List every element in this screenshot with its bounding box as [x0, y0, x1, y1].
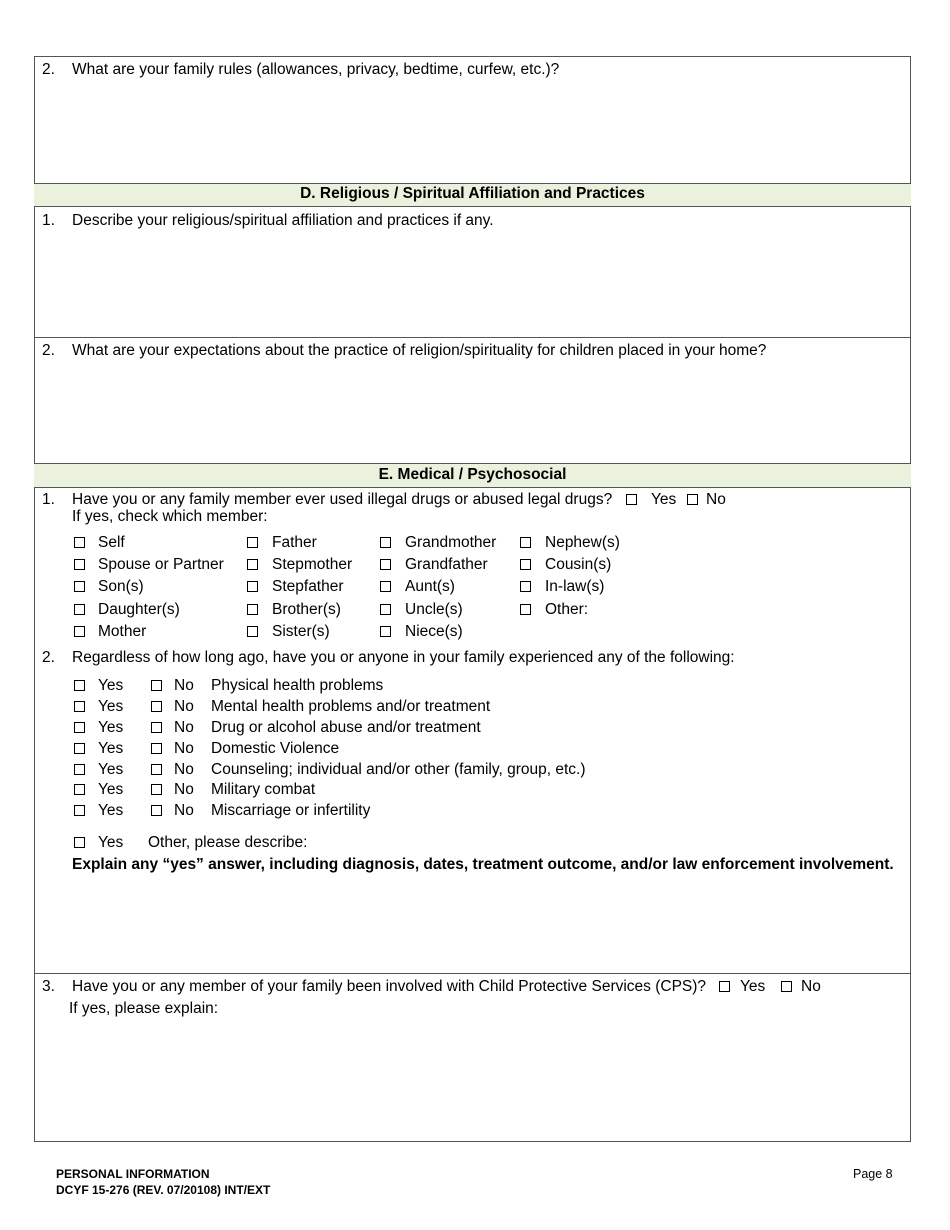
q2-no-label: No	[174, 677, 194, 694]
member-label: Uncle(s)	[405, 601, 463, 618]
e-q3-no-label: No	[801, 978, 821, 995]
member-label: Brother(s)	[272, 601, 341, 618]
table-bottom-border	[34, 1141, 911, 1142]
q2-item-label: Domestic Violence	[211, 740, 340, 757]
member-other-checkbox[interactable]	[520, 604, 531, 615]
member-label: Nephew(s)	[545, 534, 620, 551]
member-aunts-checkbox[interactable]	[380, 581, 391, 592]
member-sons-checkbox[interactable]	[74, 581, 85, 592]
member-label: Other:	[545, 601, 589, 618]
member-label: Grandmother	[405, 534, 497, 551]
q2-no-checkbox[interactable]	[151, 764, 162, 775]
member-inlaws-checkbox[interactable]	[520, 581, 531, 592]
q2-yes-checkbox[interactable]	[74, 701, 85, 712]
q2-no-checkbox[interactable]	[151, 680, 162, 691]
q2-yes-checkbox[interactable]	[74, 805, 85, 816]
q2-yes-checkbox[interactable]	[74, 722, 85, 733]
q2-no-checkbox[interactable]	[151, 743, 162, 754]
e-q3-yes-checkbox[interactable]	[719, 981, 730, 992]
table-left-border	[34, 56, 35, 1142]
q2-yes-checkbox[interactable]	[74, 743, 85, 754]
e-q3-text: Have you or any member of your family been involved with Child Protective Services (CPS)?	[72, 978, 707, 995]
member-label: Cousin(s)	[545, 556, 612, 573]
q2-item-label: Drug or alcohol abuse and/or treatment	[211, 719, 481, 736]
d-q1-number: 1.	[42, 212, 55, 229]
e-q1-no-checkbox[interactable]	[687, 494, 698, 505]
member-daughters-checkbox[interactable]	[74, 604, 85, 615]
q2-no-label: No	[174, 781, 194, 798]
member-label: Father	[272, 534, 317, 551]
q2-yes-label: Yes	[98, 740, 124, 757]
member-father-checkbox[interactable]	[247, 537, 258, 548]
table-top-border	[34, 56, 911, 57]
q2-yes-checkbox[interactable]	[74, 680, 85, 691]
q2-no-label: No	[174, 698, 194, 715]
member-label: Self	[98, 534, 125, 551]
member-brothers-checkbox[interactable]	[247, 604, 258, 615]
e-q2-text: Regardless of how long ago, have you or anyone in your family experienced any of the following:	[72, 649, 735, 666]
q2-other-yes-checkbox[interactable]	[74, 837, 85, 848]
q2-no-label: No	[174, 719, 194, 736]
q2-yes-label: Yes	[98, 761, 124, 778]
member-label: Aunt(s)	[405, 578, 455, 595]
member-cousins-checkbox[interactable]	[520, 559, 531, 570]
e-q3-subtext: If yes, please explain:	[69, 1000, 219, 1017]
page-number: Page 8	[853, 1167, 893, 1181]
member-label: Mother	[98, 623, 147, 640]
q2-no-checkbox[interactable]	[151, 784, 162, 795]
q2-explain-instruction: Explain any “yes” answer, including diagnosis, dates, treatment outcome, and/or law enforcement involvement.	[72, 856, 894, 873]
q2-other-label: Other, please describe:	[148, 834, 308, 851]
e-q1-yes-label: Yes	[651, 491, 677, 508]
member-spouse-checkbox[interactable]	[74, 559, 85, 570]
member-self-checkbox[interactable]	[74, 537, 85, 548]
q2-no-checkbox[interactable]	[151, 722, 162, 733]
member-label: Stepmother	[272, 556, 353, 573]
d-q2-number: 2.	[42, 342, 55, 359]
member-nephews-checkbox[interactable]	[520, 537, 531, 548]
member-uncles-checkbox[interactable]	[380, 604, 391, 615]
c-q2-text: What are your family rules (allowances, privacy, bedtime, curfew, etc.)?	[72, 61, 560, 78]
footer-form-id: DCYF 15-276 (REV. 07/20108) INT/EXT	[56, 1183, 271, 1197]
q2-yes-label: Yes	[98, 781, 124, 798]
member-label: Spouse or Partner	[98, 556, 224, 573]
member-nieces-checkbox[interactable]	[380, 626, 391, 637]
member-label: Stepfather	[272, 578, 344, 595]
member-label: In-law(s)	[545, 578, 605, 595]
q2-no-checkbox[interactable]	[151, 701, 162, 712]
d-q1-text: Describe your religious/spiritual affiliation and practices if any.	[72, 212, 494, 229]
e-q3-yes-label: Yes	[740, 978, 766, 995]
footer-personal-info: PERSONAL INFORMATION	[56, 1167, 210, 1181]
e-q1-text: Have you or any family member ever used illegal drugs or abused legal drugs?	[72, 491, 613, 508]
d-q2-text: What are your expectations about the practice of religion/spirituality for children placed in your home?	[72, 342, 767, 359]
member-stepfather-checkbox[interactable]	[247, 581, 258, 592]
e-q3-number: 3.	[42, 978, 55, 995]
member-mother-checkbox[interactable]	[74, 626, 85, 637]
q2-item-label: Physical health problems	[211, 677, 384, 694]
q2-item-label: Mental health problems and/or treatment	[211, 698, 491, 715]
member-stepmother-checkbox[interactable]	[247, 559, 258, 570]
q2-item-label: Military combat	[211, 781, 316, 798]
c-q2-number: 2.	[42, 61, 55, 78]
table-right-border	[910, 56, 911, 1142]
q2-yes-label: Yes	[98, 719, 124, 736]
e-q3-no-checkbox[interactable]	[781, 981, 792, 992]
q2-no-label: No	[174, 802, 194, 819]
member-grandmother-checkbox[interactable]	[380, 537, 391, 548]
q2-other-yes-label: Yes	[98, 834, 124, 851]
member-label: Sister(s)	[272, 623, 330, 640]
e-q1-no-label: No	[706, 491, 726, 508]
e-q1-subtext: If yes, check which member:	[72, 508, 268, 525]
q2-item-label: Counseling; individual and/or other (family, group, etc.)	[211, 761, 586, 778]
member-label: Grandfather	[405, 556, 488, 573]
member-label: Son(s)	[98, 578, 144, 595]
member-label: Niece(s)	[405, 623, 463, 640]
q2-no-label: No	[174, 761, 194, 778]
member-grandfather-checkbox[interactable]	[380, 559, 391, 570]
e-q1-number: 1.	[42, 491, 55, 508]
q2-yes-label: Yes	[98, 698, 124, 715]
q2-yes-label: Yes	[98, 677, 124, 694]
section-e-title: E. Medical / Psychosocial	[378, 466, 567, 483]
section-d-title: D. Religious / Spiritual Affiliation and Practices	[300, 185, 645, 202]
q2-no-checkbox[interactable]	[151, 805, 162, 816]
q2-yes-checkbox[interactable]	[74, 784, 85, 795]
e-q1-yes-checkbox[interactable]	[626, 494, 637, 505]
e-q2-number: 2.	[42, 649, 55, 666]
q2-yes-label: Yes	[98, 802, 124, 819]
q2-yes-checkbox[interactable]	[74, 764, 85, 775]
member-label: Daughter(s)	[98, 601, 180, 618]
q2-item-label: Miscarriage or infertility	[211, 802, 371, 819]
member-sisters-checkbox[interactable]	[247, 626, 258, 637]
q2-no-label: No	[174, 740, 194, 757]
